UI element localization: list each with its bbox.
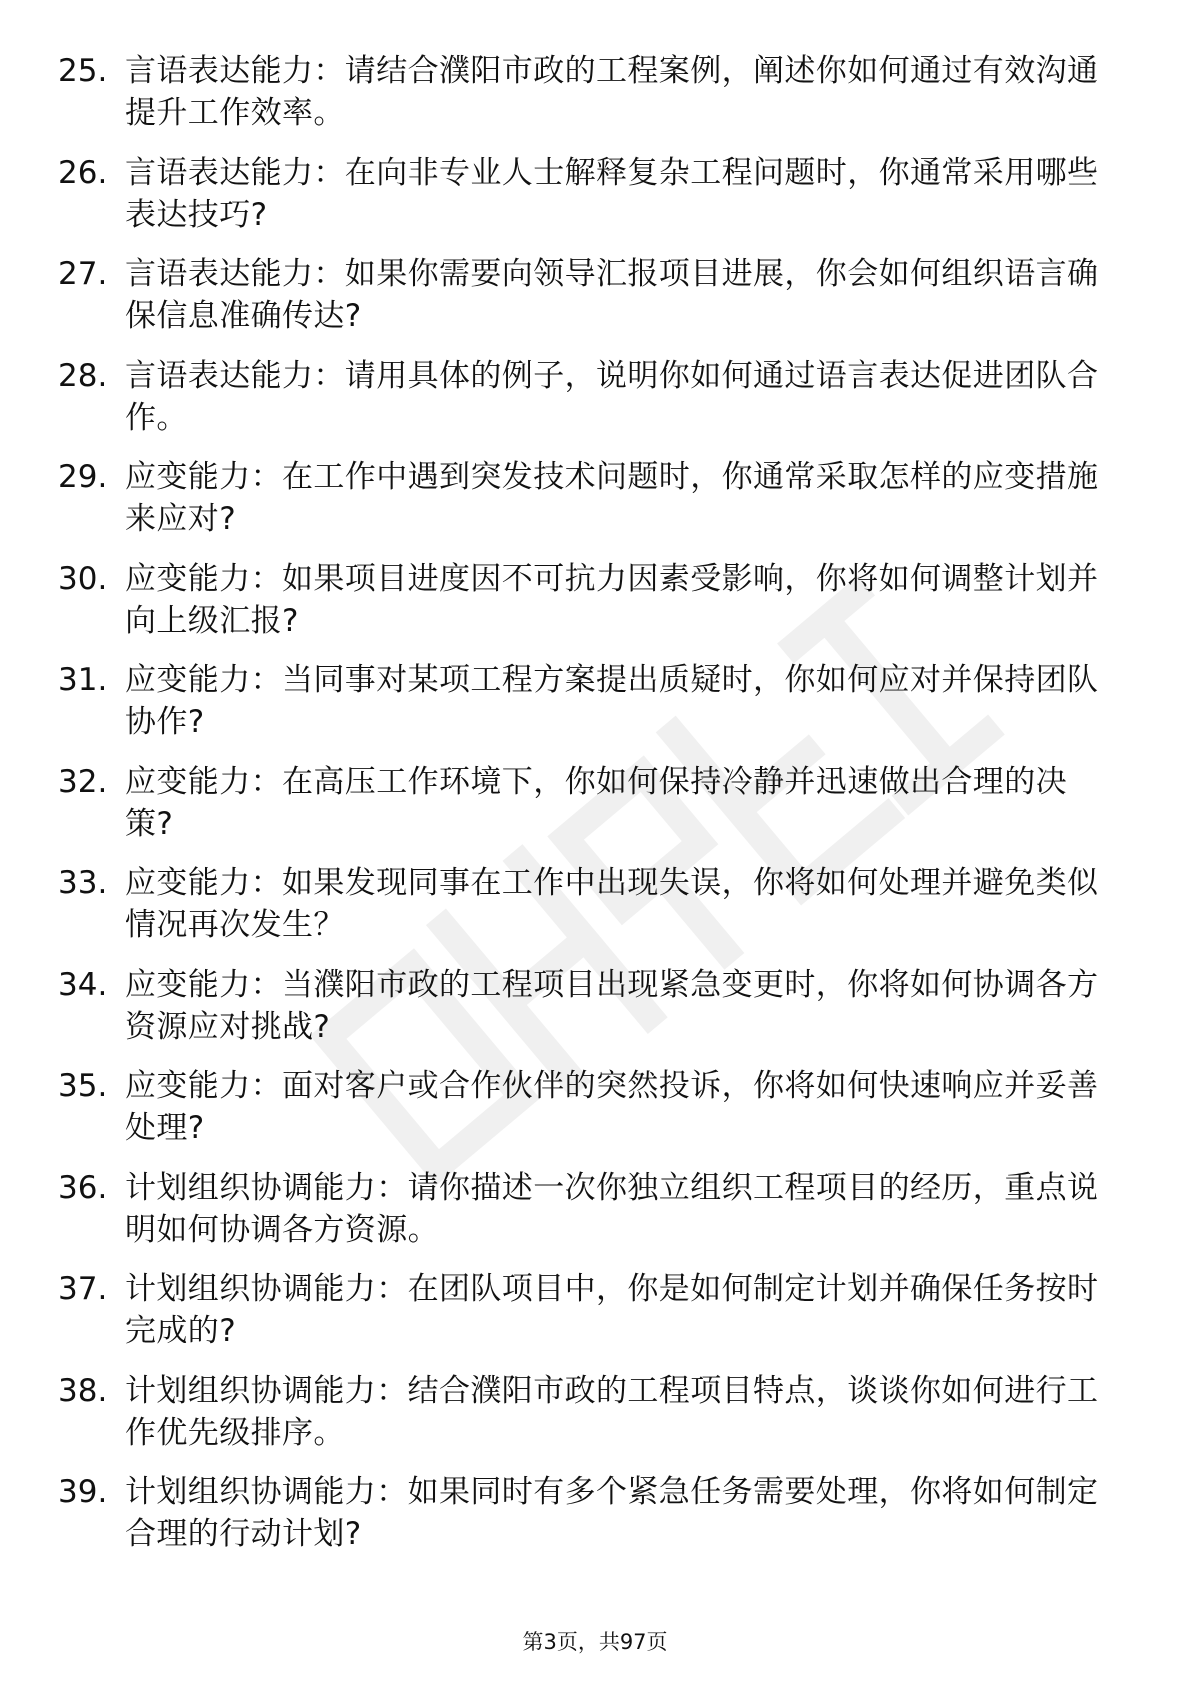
question-number: 33. bbox=[58, 865, 108, 901]
question-item bbox=[0, 456, 1190, 558]
page-footer bbox=[0, 1628, 1190, 1656]
question-text: 应变能力：如果发现同事在工作中出现失误，你将如何处理并避免类似情况再次发生？ bbox=[125, 865, 1099, 943]
question-text: 计划组织协调能力：结合濮阳市政的工程项目特点，谈谈你如何进行工作优先级排序。 bbox=[125, 1372, 1099, 1451]
question-item bbox=[0, 50, 1190, 152]
question-text: 计划组织协调能力：如果同时有多个紧急任务需要处理，你将如何制定合理的行动计划? bbox=[125, 1474, 1099, 1552]
question-text: 应变能力：在高压工作环境下，你如何保持冷静并迅速做出合理的决策? bbox=[125, 763, 1067, 842]
question-number: 25. bbox=[58, 53, 108, 89]
question-number: 29. bbox=[58, 459, 108, 495]
question-item bbox=[0, 659, 1190, 761]
question-number: 31. bbox=[58, 662, 108, 698]
question-number: 34. bbox=[58, 966, 108, 1003]
question-number: 28. bbox=[58, 357, 108, 394]
question-item bbox=[0, 1370, 1190, 1472]
question-item bbox=[0, 253, 1190, 355]
question-number: 35. bbox=[58, 1068, 108, 1104]
page-number-label: 第3页，共97页 bbox=[522, 1630, 668, 1654]
question-text: 应变能力：当同事对某项工程方案提出质疑时，你如何应对并保持团队协作? bbox=[125, 662, 1099, 740]
question-item bbox=[0, 355, 1190, 457]
question-text: 计划组织协调能力：在团队项目中，你是如何制定计划并确保任务按时完成的? bbox=[125, 1271, 1099, 1349]
question-number: 32. bbox=[58, 763, 108, 800]
question-item bbox=[0, 1268, 1190, 1370]
question-item bbox=[0, 152, 1190, 254]
question-number: 36. bbox=[58, 1169, 108, 1206]
question-text: 应变能力：如果项目进度因不可抗力因素受影响，你将如何调整计划并向上级汇报? bbox=[125, 560, 1099, 639]
question-text: 言语表达能力：请用具体的例子，说明你如何通过语言表达促进团队合作。 bbox=[125, 357, 1099, 436]
question-text: 计划组织协调能力：请你描述一次你独立组织工程项目的经历，重点说明如何协调各方资源。 bbox=[125, 1169, 1099, 1248]
question-item bbox=[0, 761, 1190, 863]
question-number: 37. bbox=[58, 1271, 108, 1307]
question-text: 应变能力：当濮阳市政的工程项目出现紧急变更时，你将如何协调各方资源应对挑战? bbox=[125, 966, 1099, 1045]
question-item bbox=[0, 1471, 1190, 1573]
question-item bbox=[0, 1065, 1190, 1167]
question-number: 27. bbox=[58, 256, 108, 292]
question-text: 应变能力：在工作中遇到突发技术问题时，你通常采取怎样的应变措施来应对? bbox=[125, 459, 1099, 537]
question-text: 言语表达能力：在向非专业人士解释复杂工程问题时，你通常采用哪些表达技巧? bbox=[125, 154, 1099, 233]
question-item bbox=[0, 1167, 1190, 1269]
question-number: 38. bbox=[58, 1372, 108, 1409]
question-item bbox=[0, 964, 1190, 1066]
question-item bbox=[0, 862, 1190, 964]
question-list bbox=[0, 50, 1190, 1573]
question-item bbox=[0, 558, 1190, 660]
question-text: 言语表达能力：请结合濮阳市政的工程案例，阐述你如何通过有效沟通提升工作效率。 bbox=[125, 53, 1099, 131]
question-number: 39. bbox=[58, 1474, 108, 1510]
question-text: 应变能力：面对客户或合作伙伴的突然投诉，你将如何快速响应并妥善处理? bbox=[125, 1068, 1099, 1146]
question-number: 30. bbox=[58, 560, 108, 597]
question-text: 言语表达能力：如果你需要向领导汇报项目进展，你会如何组织语言确保信息准确传达? bbox=[125, 256, 1099, 334]
question-number: 26. bbox=[58, 154, 108, 191]
